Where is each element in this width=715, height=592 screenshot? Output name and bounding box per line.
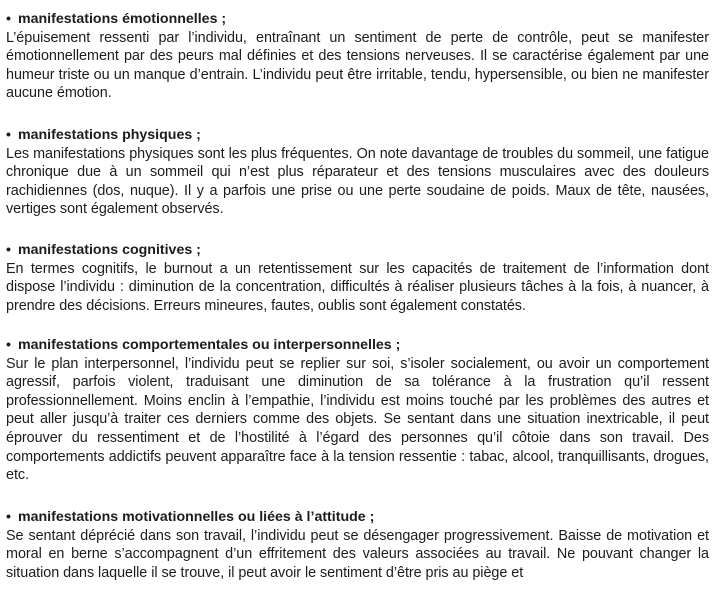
heading-text: manifestations motivationnelles ou liées à l’attitude ; [18,509,375,525]
bullet-icon: • [6,242,11,258]
section-heading [6,126,709,145]
section-heading [6,241,709,260]
section-motivational [6,508,709,582]
section-behavioral [6,336,709,485]
section-paragraph: Se sentant déprécié dans son travail, l’individu peut se désengager progressivement. Baisse de motivation et moral en berne s’accompagnent d’un effritement des valeurs associées au travail. Ne pouvant changer la situation dans laquelle il se trouve, il peut avoir le sentiment d’être pris au piège et [6,527,709,581]
bullet-icon: • [6,127,11,143]
heading-text: manifestations cognitives ; [18,242,201,258]
section-paragraph: Les manifestations physiques sont les plus fréquentes. On note davantage de troubles du sommeil, une fatigue chronique due à un sommeil qui n’est plus réparateur et des tensions musculaires avec des douleurs rachidiennes (dos, nuque). Il y a parfois une prise ou une perte soudaine de poids. Maux de tête, nausées, vertiges sont également observés. [6,145,709,218]
section-paragraph: L’épuisement ressenti par l’individu, entraînant un sentiment de perte de contrôle, peut se manifester émotionnellement par des peurs mal définies et des tensions nerveuses. Il se caractérise également par une humeur triste ou un manque d’entrain. L’individu peut être irritable, tendu, hypersensible, ou bien ne manifester aucune émotion. [6,29,709,102]
heading-text: manifestations physiques ; [18,127,201,143]
bullet-icon: • [6,11,11,27]
section-heading [6,10,709,29]
section-paragraph: Sur le plan interpersonnel, l’individu peut se replier sur soi, s’isoler socialement, ou avoir un comportement agressif, parfois violent, traduisant une diminution de sa tolérance à la frustration qu’il ressent professionnellement. Moins enclin à l’empathie, l’individu est moins touché par les problèmes des autres et peut aller jusqu’à traiter ces derniers comme des objets. Se sentant dans une situation inextricable, il peut éprouver du ressentiment et de l’hostilité à l’égard des personnes qu’il côtoie dans son travail. Des comportements addictifs peuvent apparaître face à la tension ressentie : tabac, alcool, tranquillisants, drogues, etc. [6,355,709,484]
section-physical [6,126,709,219]
section-heading [6,508,709,527]
heading-text: manifestations comportementales ou interpersonnelles ; [18,337,401,353]
section-paragraph: En termes cognitifs, le burnout a un retentissement sur les capacités de traitement de l’information dont dispose l’individu : diminution de la concentration, difficultés à réaliser plusieurs tâches à la fois, à nuancer, à prendre des décisions. Erreurs mineures, fautes, oublis sont également constatés. [6,260,709,314]
heading-text: manifestations émotionnelles ; [18,11,227,27]
section-emotional [6,10,709,103]
bullet-icon: • [6,509,11,525]
section-heading [6,336,709,355]
section-cognitive [6,241,709,315]
bullet-icon: • [6,337,11,353]
